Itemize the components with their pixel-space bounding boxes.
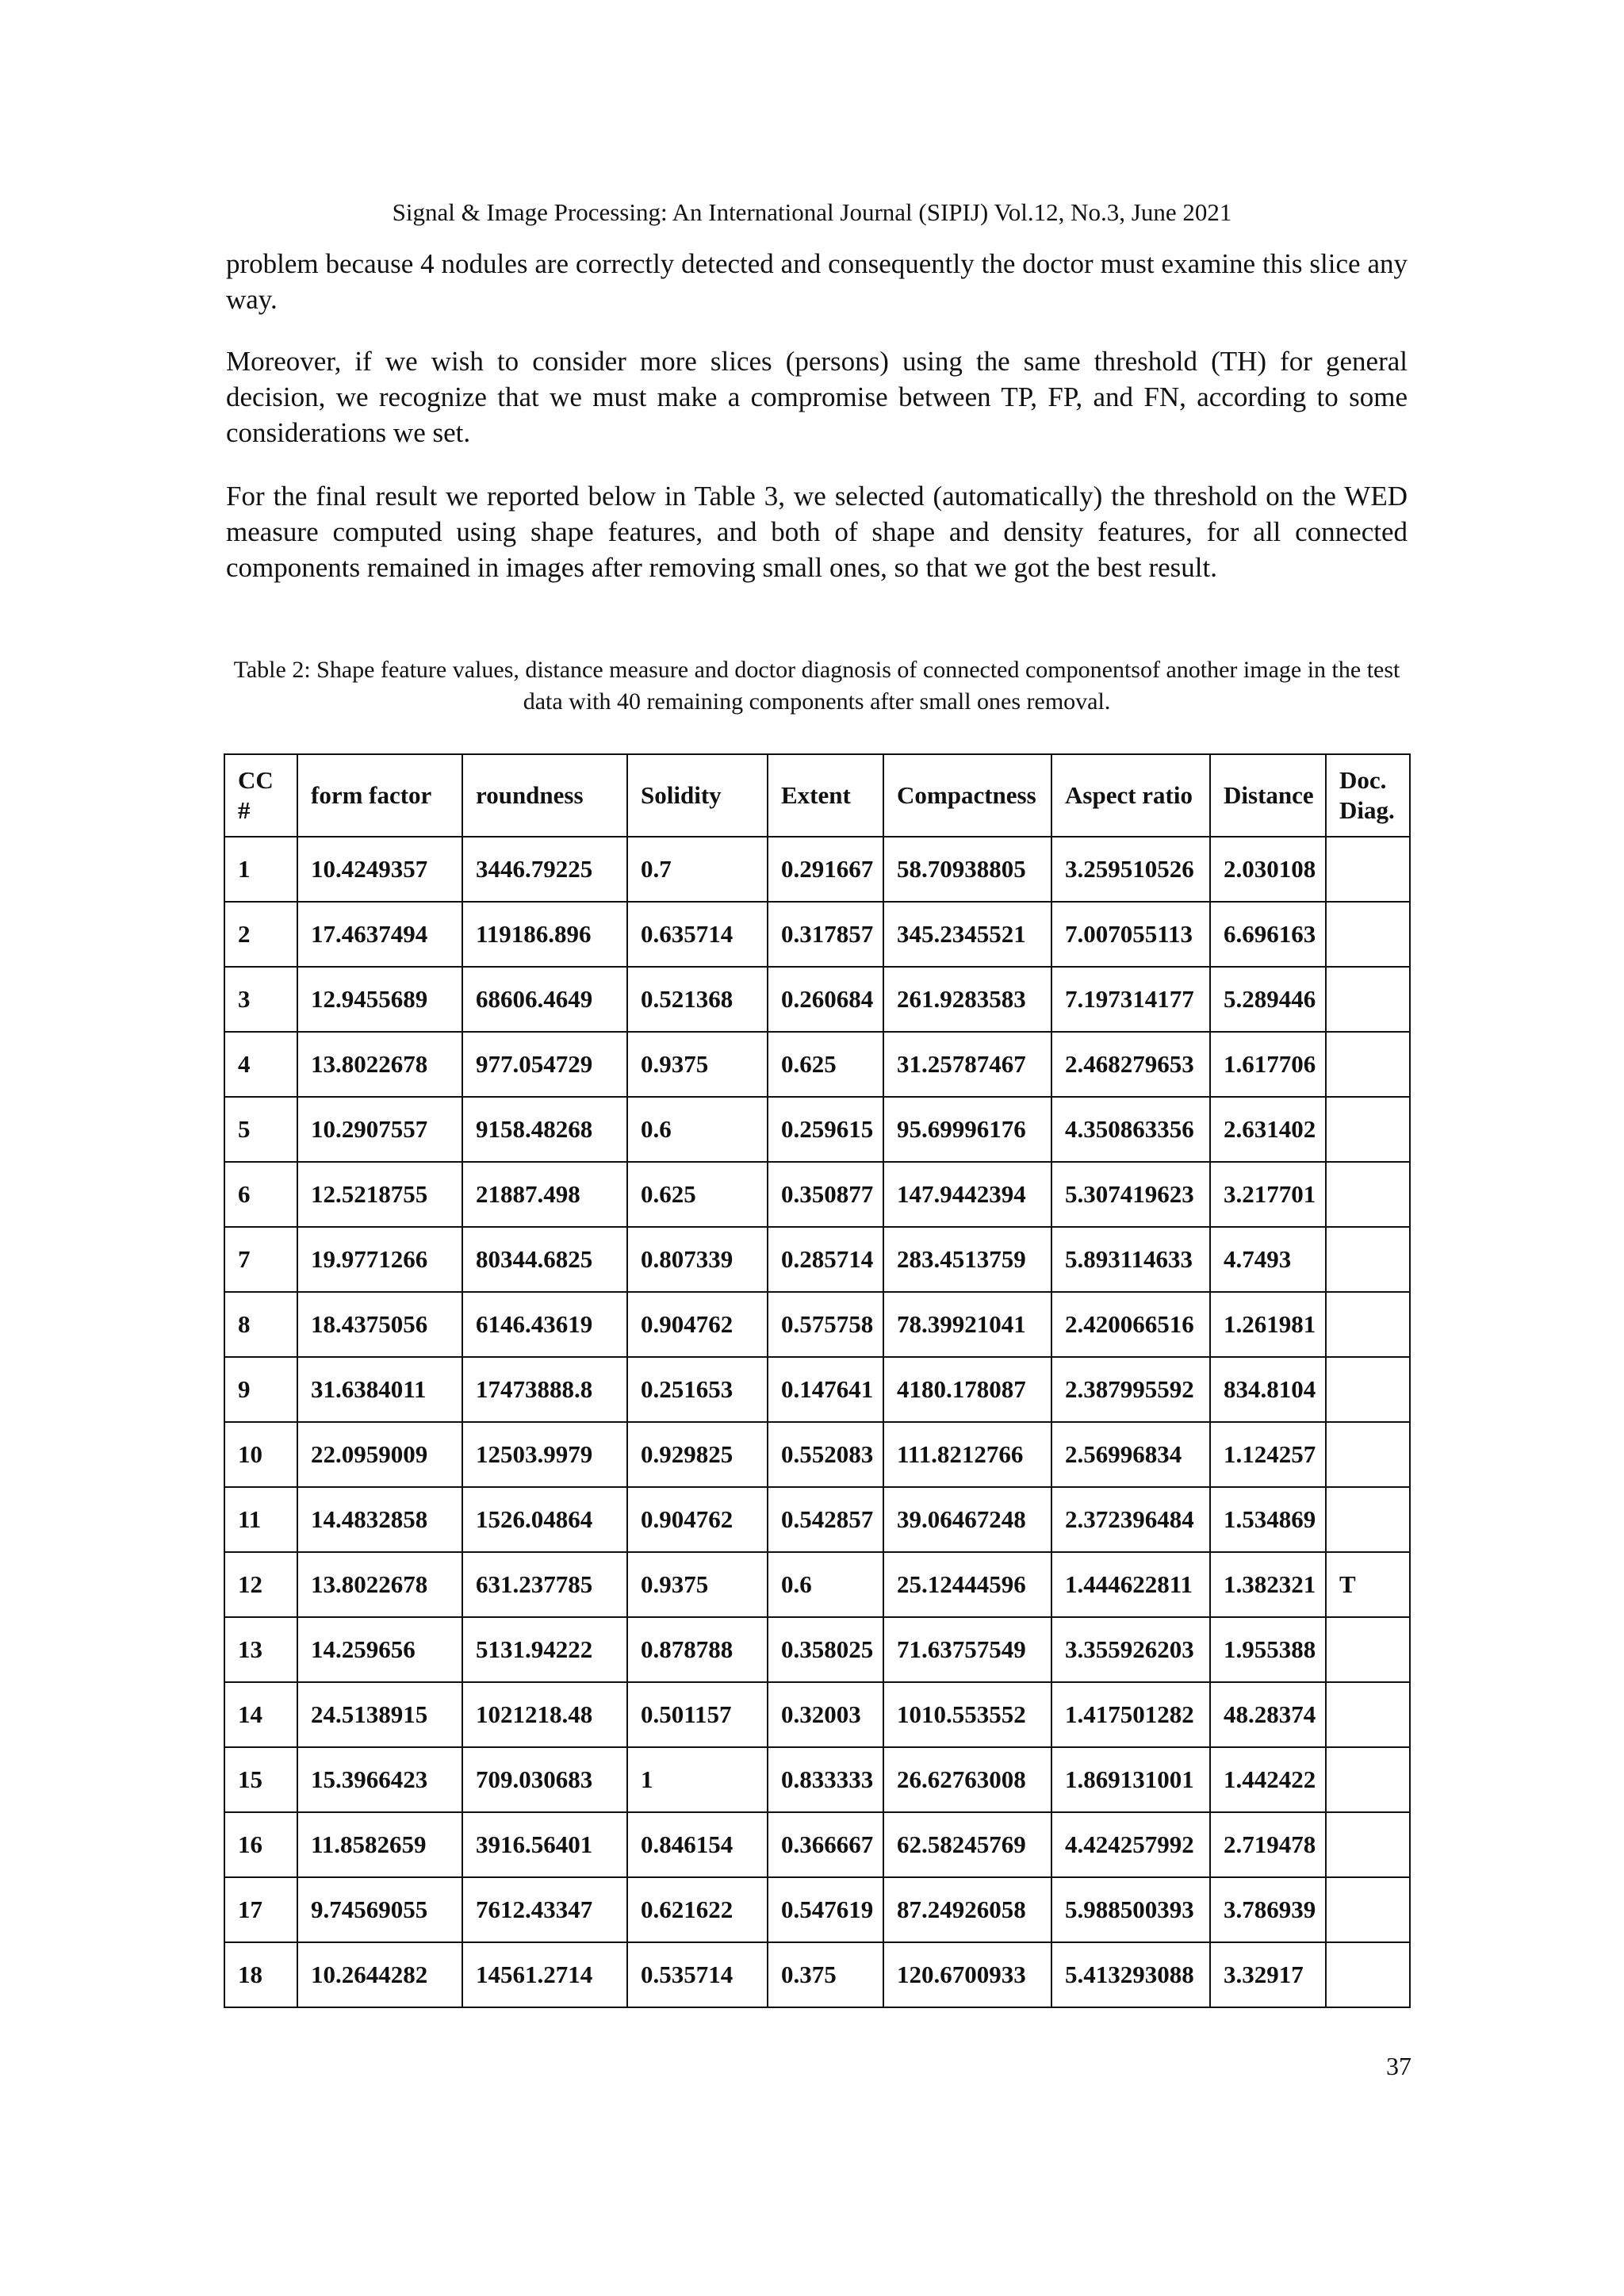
table-row (224, 967, 1410, 1032)
cell-solidity: 0.501157 (627, 1682, 768, 1747)
col-header-compactness: Compactness (883, 754, 1051, 837)
cell-doc-diag (1326, 1227, 1410, 1292)
cell-roundness: 80344.6825 (462, 1227, 627, 1292)
running-head: Signal & Image Processing: An International Journal (SIPIJ) Vol.12, No.3, June 2021 (392, 198, 1232, 226)
cell-doc-diag (1326, 902, 1410, 967)
cell-form-factor: 31.6384011 (297, 1357, 462, 1422)
cell-extent: 0.6 (768, 1552, 883, 1617)
cell-roundness: 21887.498 (462, 1162, 627, 1227)
col-header-distance: Distance (1210, 754, 1326, 837)
col-header-roundness: roundness (462, 754, 627, 837)
cell-distance: 1.442422 (1210, 1747, 1326, 1812)
cell-extent: 0.625 (768, 1032, 883, 1097)
cell-distance: 2.030108 (1210, 837, 1326, 902)
cell-cc-number: 15 (224, 1747, 297, 1812)
cell-distance: 1.534869 (1210, 1487, 1326, 1552)
cell-solidity: 0.9375 (627, 1552, 768, 1617)
cell-roundness: 119186.896 (462, 902, 627, 967)
cell-aspect-ratio: 2.387995592 (1051, 1357, 1210, 1422)
cell-compactness: 25.12444596 (883, 1552, 1051, 1617)
cell-distance: 2.631402 (1210, 1097, 1326, 1162)
cell-distance: 3.786939 (1210, 1877, 1326, 1942)
cell-form-factor: 10.2907557 (297, 1097, 462, 1162)
cell-extent: 0.366667 (768, 1812, 883, 1877)
cell-distance: 3.32917 (1210, 1942, 1326, 2007)
cell-form-factor: 14.4832858 (297, 1487, 462, 1552)
cell-extent: 0.259615 (768, 1097, 883, 1162)
table-header-row (224, 754, 1410, 837)
cell-cc-number: 8 (224, 1292, 297, 1357)
cell-aspect-ratio: 1.417501282 (1051, 1682, 1210, 1747)
cell-solidity: 0.6 (627, 1097, 768, 1162)
cell-cc-number: 2 (224, 902, 297, 967)
cell-roundness: 14561.2714 (462, 1942, 627, 2007)
cell-solidity: 0.621622 (627, 1877, 768, 1942)
table-row (224, 1552, 1410, 1617)
table-row (224, 1682, 1410, 1747)
cell-solidity: 0.904762 (627, 1487, 768, 1552)
cell-solidity: 0.807339 (627, 1227, 768, 1292)
cell-aspect-ratio: 7.197314177 (1051, 967, 1210, 1032)
table-row (224, 837, 1410, 902)
cell-form-factor: 13.8022678 (297, 1552, 462, 1617)
cell-form-factor: 9.74569055 (297, 1877, 462, 1942)
cell-compactness: 111.8212766 (883, 1422, 1051, 1487)
cell-doc-diag (1326, 1292, 1410, 1357)
cell-aspect-ratio: 5.307419623 (1051, 1162, 1210, 1227)
cell-distance: 4.7493 (1210, 1227, 1326, 1292)
cell-doc-diag: T (1326, 1552, 1410, 1617)
cell-form-factor: 12.9455689 (297, 967, 462, 1032)
table-row (224, 1097, 1410, 1162)
cell-extent: 0.291667 (768, 837, 883, 902)
cell-solidity: 0.929825 (627, 1422, 768, 1487)
cell-roundness: 631.237785 (462, 1552, 627, 1617)
cell-extent: 0.358025 (768, 1617, 883, 1682)
cell-compactness: 26.62763008 (883, 1747, 1051, 1812)
table-row (224, 1617, 1410, 1682)
cell-distance: 6.696163 (1210, 902, 1326, 967)
cell-distance: 1.617706 (1210, 1032, 1326, 1097)
cell-compactness: 62.58245769 (883, 1812, 1051, 1877)
cell-compactness: 95.69996176 (883, 1097, 1051, 1162)
cell-doc-diag (1326, 1942, 1410, 2007)
cell-aspect-ratio: 5.893114633 (1051, 1227, 1210, 1292)
cell-aspect-ratio: 5.413293088 (1051, 1942, 1210, 2007)
cell-compactness: 58.70938805 (883, 837, 1051, 902)
cell-solidity: 0.904762 (627, 1292, 768, 1357)
cell-aspect-ratio: 7.007055113 (1051, 902, 1210, 967)
cell-compactness: 147.9442394 (883, 1162, 1051, 1227)
cell-solidity: 0.251653 (627, 1357, 768, 1422)
col-header-solidity: Solidity (627, 754, 768, 837)
cell-extent: 0.547619 (768, 1877, 883, 1942)
cell-extent: 0.317857 (768, 902, 883, 967)
cell-compactness: 283.4513759 (883, 1227, 1051, 1292)
cell-cc-number: 3 (224, 967, 297, 1032)
cell-form-factor: 24.5138915 (297, 1682, 462, 1747)
table-row (224, 1162, 1410, 1227)
cell-roundness: 1526.04864 (462, 1487, 627, 1552)
cell-extent: 0.260684 (768, 967, 883, 1032)
cell-distance: 834.8104 (1210, 1357, 1326, 1422)
table-row (224, 1877, 1410, 1942)
cell-distance: 48.28374 (1210, 1682, 1326, 1747)
cell-roundness: 1021218.48 (462, 1682, 627, 1747)
cell-roundness: 6146.43619 (462, 1292, 627, 1357)
cell-form-factor: 22.0959009 (297, 1422, 462, 1487)
cell-cc-number: 18 (224, 1942, 297, 2007)
cell-extent: 0.575758 (768, 1292, 883, 1357)
table-row (224, 1812, 1410, 1877)
cell-extent: 0.375 (768, 1942, 883, 2007)
cell-roundness: 3916.56401 (462, 1812, 627, 1877)
table-row (224, 1357, 1410, 1422)
cell-compactness: 78.39921041 (883, 1292, 1051, 1357)
cell-solidity: 0.878788 (627, 1617, 768, 1682)
table-row (224, 1942, 1410, 2007)
paragraph-3: For the final result we reported below in Table 3, we selected (automatically) the threshold on the WED measure computed using shape features, and both of shape and density features, for all connected components remained in images after removing small ones, so that we got the best result. (226, 481, 1408, 583)
cell-cc-number: 13 (224, 1617, 297, 1682)
cell-doc-diag (1326, 1032, 1410, 1097)
cell-compactness: 87.24926058 (883, 1877, 1051, 1942)
cell-distance: 1.955388 (1210, 1617, 1326, 1682)
col-header-doc-diag: Doc. Diag. (1326, 754, 1410, 837)
cell-compactness: 120.6700933 (883, 1942, 1051, 2007)
cell-doc-diag (1326, 1682, 1410, 1747)
cell-solidity: 0.846154 (627, 1812, 768, 1877)
cell-roundness: 5131.94222 (462, 1617, 627, 1682)
cell-extent: 0.32003 (768, 1682, 883, 1747)
cell-cc-number: 6 (224, 1162, 297, 1227)
cell-form-factor: 13.8022678 (297, 1032, 462, 1097)
cell-form-factor: 11.8582659 (297, 1812, 462, 1877)
cell-extent: 0.147641 (768, 1357, 883, 1422)
cell-aspect-ratio: 4.350863356 (1051, 1097, 1210, 1162)
cell-solidity: 0.635714 (627, 902, 768, 967)
cell-doc-diag (1326, 1422, 1410, 1487)
cell-roundness: 68606.4649 (462, 967, 627, 1032)
cell-aspect-ratio: 4.424257992 (1051, 1812, 1210, 1877)
cell-compactness: 31.25787467 (883, 1032, 1051, 1097)
cell-solidity: 0.7 (627, 837, 768, 902)
shape-feature-table (224, 753, 1411, 2008)
cell-solidity: 0.521368 (627, 967, 768, 1032)
cell-aspect-ratio: 2.468279653 (1051, 1032, 1210, 1097)
cell-form-factor: 17.4637494 (297, 902, 462, 967)
cell-roundness: 7612.43347 (462, 1877, 627, 1942)
cell-cc-number: 1 (224, 837, 297, 902)
cell-distance: 5.289446 (1210, 967, 1326, 1032)
cell-roundness: 977.054729 (462, 1032, 627, 1097)
cell-doc-diag (1326, 837, 1410, 902)
cell-aspect-ratio: 2.420066516 (1051, 1292, 1210, 1357)
table-row (224, 1032, 1410, 1097)
page-number: 37 (1386, 2052, 1411, 2080)
col-header-cc: CC # (224, 754, 297, 837)
cell-cc-number: 14 (224, 1682, 297, 1747)
cell-cc-number: 11 (224, 1487, 297, 1552)
cell-compactness: 39.06467248 (883, 1487, 1051, 1552)
cell-aspect-ratio: 2.372396484 (1051, 1487, 1210, 1552)
cell-aspect-ratio: 3.355926203 (1051, 1617, 1210, 1682)
cell-form-factor: 14.259656 (297, 1617, 462, 1682)
cell-form-factor: 12.5218755 (297, 1162, 462, 1227)
table-row (224, 1292, 1410, 1357)
cell-extent: 0.285714 (768, 1227, 883, 1292)
cell-extent: 0.552083 (768, 1422, 883, 1487)
cell-distance: 1.124257 (1210, 1422, 1326, 1487)
cell-aspect-ratio: 5.988500393 (1051, 1877, 1210, 1942)
cell-roundness: 3446.79225 (462, 837, 627, 902)
cell-distance: 1.261981 (1210, 1292, 1326, 1357)
cell-roundness: 9158.48268 (462, 1097, 627, 1162)
cell-cc-number: 7 (224, 1227, 297, 1292)
cell-doc-diag (1326, 1162, 1410, 1227)
cell-compactness: 71.63757549 (883, 1617, 1051, 1682)
cell-solidity: 0.9375 (627, 1032, 768, 1097)
cell-form-factor: 15.3966423 (297, 1747, 462, 1812)
cell-compactness: 1010.553552 (883, 1682, 1051, 1747)
cell-form-factor: 10.4249357 (297, 837, 462, 902)
cell-extent: 0.542857 (768, 1487, 883, 1552)
cell-cc-number: 16 (224, 1812, 297, 1877)
cell-form-factor: 18.4375056 (297, 1292, 462, 1357)
cell-doc-diag (1326, 1487, 1410, 1552)
cell-aspect-ratio: 1.869131001 (1051, 1747, 1210, 1812)
table-row (224, 1747, 1410, 1812)
cell-aspect-ratio: 3.259510526 (1051, 837, 1210, 902)
cell-cc-number: 9 (224, 1357, 297, 1422)
cell-compactness: 345.2345521 (883, 902, 1051, 967)
table-row (224, 902, 1410, 967)
cell-cc-number: 12 (224, 1552, 297, 1617)
paragraph-2: Moreover, if we wish to consider more slices (persons) using the same threshold (TH) for general decision, we recognize that we must make a compromise between TP, FP, and FN, according to some considerations we set. (226, 346, 1408, 448)
cell-cc-number: 4 (224, 1032, 297, 1097)
table-row (224, 1422, 1410, 1487)
table-caption: Table 2: Shape feature values, distance measure and doctor diagnosis of connected componentsof another image in the test data with 40 remaining components after small ones removal. (233, 657, 1400, 715)
cell-extent: 0.833333 (768, 1747, 883, 1812)
cell-compactness: 4180.178087 (883, 1357, 1051, 1422)
cell-roundness: 17473888.8 (462, 1357, 627, 1422)
cell-doc-diag (1326, 1097, 1410, 1162)
cell-cc-number: 17 (224, 1877, 297, 1942)
cell-doc-diag (1326, 1357, 1410, 1422)
cell-extent: 0.350877 (768, 1162, 883, 1227)
cell-doc-diag (1326, 967, 1410, 1032)
cell-distance: 1.382321 (1210, 1552, 1326, 1617)
cell-cc-number: 10 (224, 1422, 297, 1487)
cell-doc-diag (1326, 1877, 1410, 1942)
table-row (224, 1487, 1410, 1552)
cell-distance: 2.719478 (1210, 1812, 1326, 1877)
cell-aspect-ratio: 2.56996834 (1051, 1422, 1210, 1487)
cell-distance: 3.217701 (1210, 1162, 1326, 1227)
paragraph-1: problem because 4 nodules are correctly detected and consequently the doctor must examine this slice any way. (226, 248, 1408, 315)
cell-cc-number: 5 (224, 1097, 297, 1162)
cell-form-factor: 10.2644282 (297, 1942, 462, 2007)
table-row (224, 1227, 1410, 1292)
cell-solidity: 0.625 (627, 1162, 768, 1227)
cell-form-factor: 19.9771266 (297, 1227, 462, 1292)
col-header-form-factor: form factor (297, 754, 462, 837)
col-header-extent: Extent (768, 754, 883, 837)
cell-roundness: 709.030683 (462, 1747, 627, 1812)
col-header-aspect-ratio: Aspect ratio (1051, 754, 1210, 837)
cell-doc-diag (1326, 1747, 1410, 1812)
cell-compactness: 261.9283583 (883, 967, 1051, 1032)
cell-doc-diag (1326, 1617, 1410, 1682)
cell-aspect-ratio: 1.444622811 (1051, 1552, 1210, 1617)
cell-solidity: 1 (627, 1747, 768, 1812)
cell-roundness: 12503.9979 (462, 1422, 627, 1487)
table-body (224, 837, 1410, 2007)
cell-doc-diag (1326, 1812, 1410, 1877)
cell-solidity: 0.535714 (627, 1942, 768, 2007)
